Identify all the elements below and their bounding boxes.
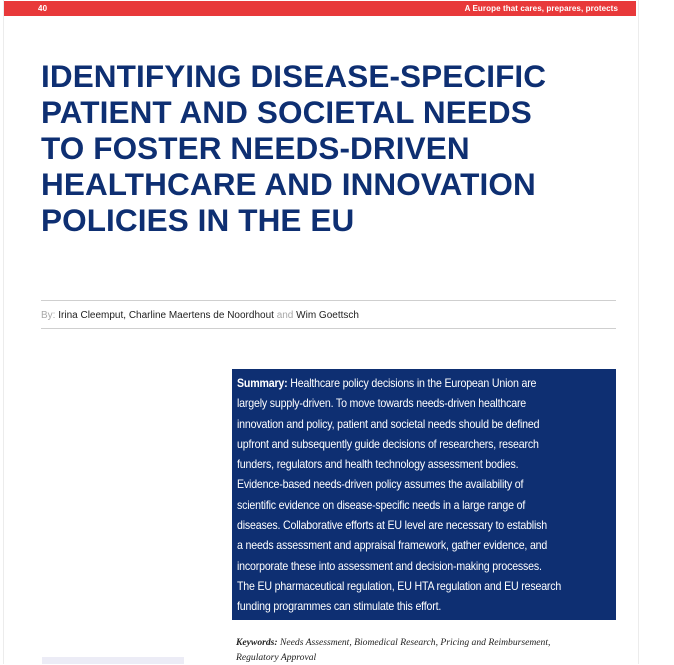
summary-line: funding programmes can stimulate this effort. [237, 599, 442, 614]
byline-conjunction: and [276, 310, 294, 321]
byline-top-divider [41, 300, 616, 301]
page-number: 40 [38, 4, 48, 13]
title-line: PATIENT AND SOCIETAL NEEDS [41, 94, 532, 130]
byline-prefix: By: [41, 310, 56, 321]
summary-label: Summary: [237, 376, 288, 390]
summary-line: Summary: Healthcare policy decisions in the European Union are [237, 376, 537, 390]
title-line: HEALTHCARE AND INNOVATION [41, 166, 536, 202]
keywords-label: Keywords: [236, 637, 278, 648]
sidebar-box [42, 657, 184, 664]
summary-line: a needs assessment and appraisal framework, gather evidence, and [237, 538, 548, 553]
summary-line: incorporate these into assessment and decision-making processes. [237, 558, 542, 573]
keywords-list-cont: Regulatory Approval [236, 652, 317, 663]
summary-text [237, 373, 627, 617]
byline [41, 310, 359, 321]
summary-line: diseases. Collaborative efforts at EU level are necessary to establish [237, 518, 548, 533]
article-title [41, 58, 631, 238]
byline-bottom-divider [41, 328, 616, 329]
title-line: IDENTIFYING DISEASE-SPECIFIC [41, 58, 547, 94]
header-tagline: A Europe that cares, prepares, protects [464, 4, 618, 13]
byline-author: Wim Goettsch [296, 310, 359, 321]
summary-line: funders, regulators and health technology assessment bodies. [237, 457, 519, 472]
header-bar [4, 1, 636, 16]
keywords [236, 635, 636, 665]
keywords-list: Needs Assessment, Biomedical Research, Pricing and Reimbursement, [277, 637, 551, 648]
summary-line: upfront and subsequently guide decisions of researchers, research [237, 436, 539, 451]
summary-line: largely supply-driven. To move towards needs-driven healthcare [237, 396, 527, 411]
summary-line: Evidence-based needs-driven policy assumes the availability of [237, 477, 524, 492]
summary-line: innovation and policy, patient and societal needs should be defined [237, 416, 540, 431]
title-line: POLICIES IN THE EU [41, 202, 355, 238]
title-line: TO FOSTER NEEDS-DRIVEN [41, 130, 470, 166]
summary-line: The EU pharmaceutical regulation, EU HTA regulation and EU research [237, 578, 562, 593]
byline-authors: Irina Cleemput, Charline Maertens de Noordhout [58, 310, 274, 321]
summary-line: scientific evidence on disease-specific needs in a large range of [237, 497, 526, 512]
